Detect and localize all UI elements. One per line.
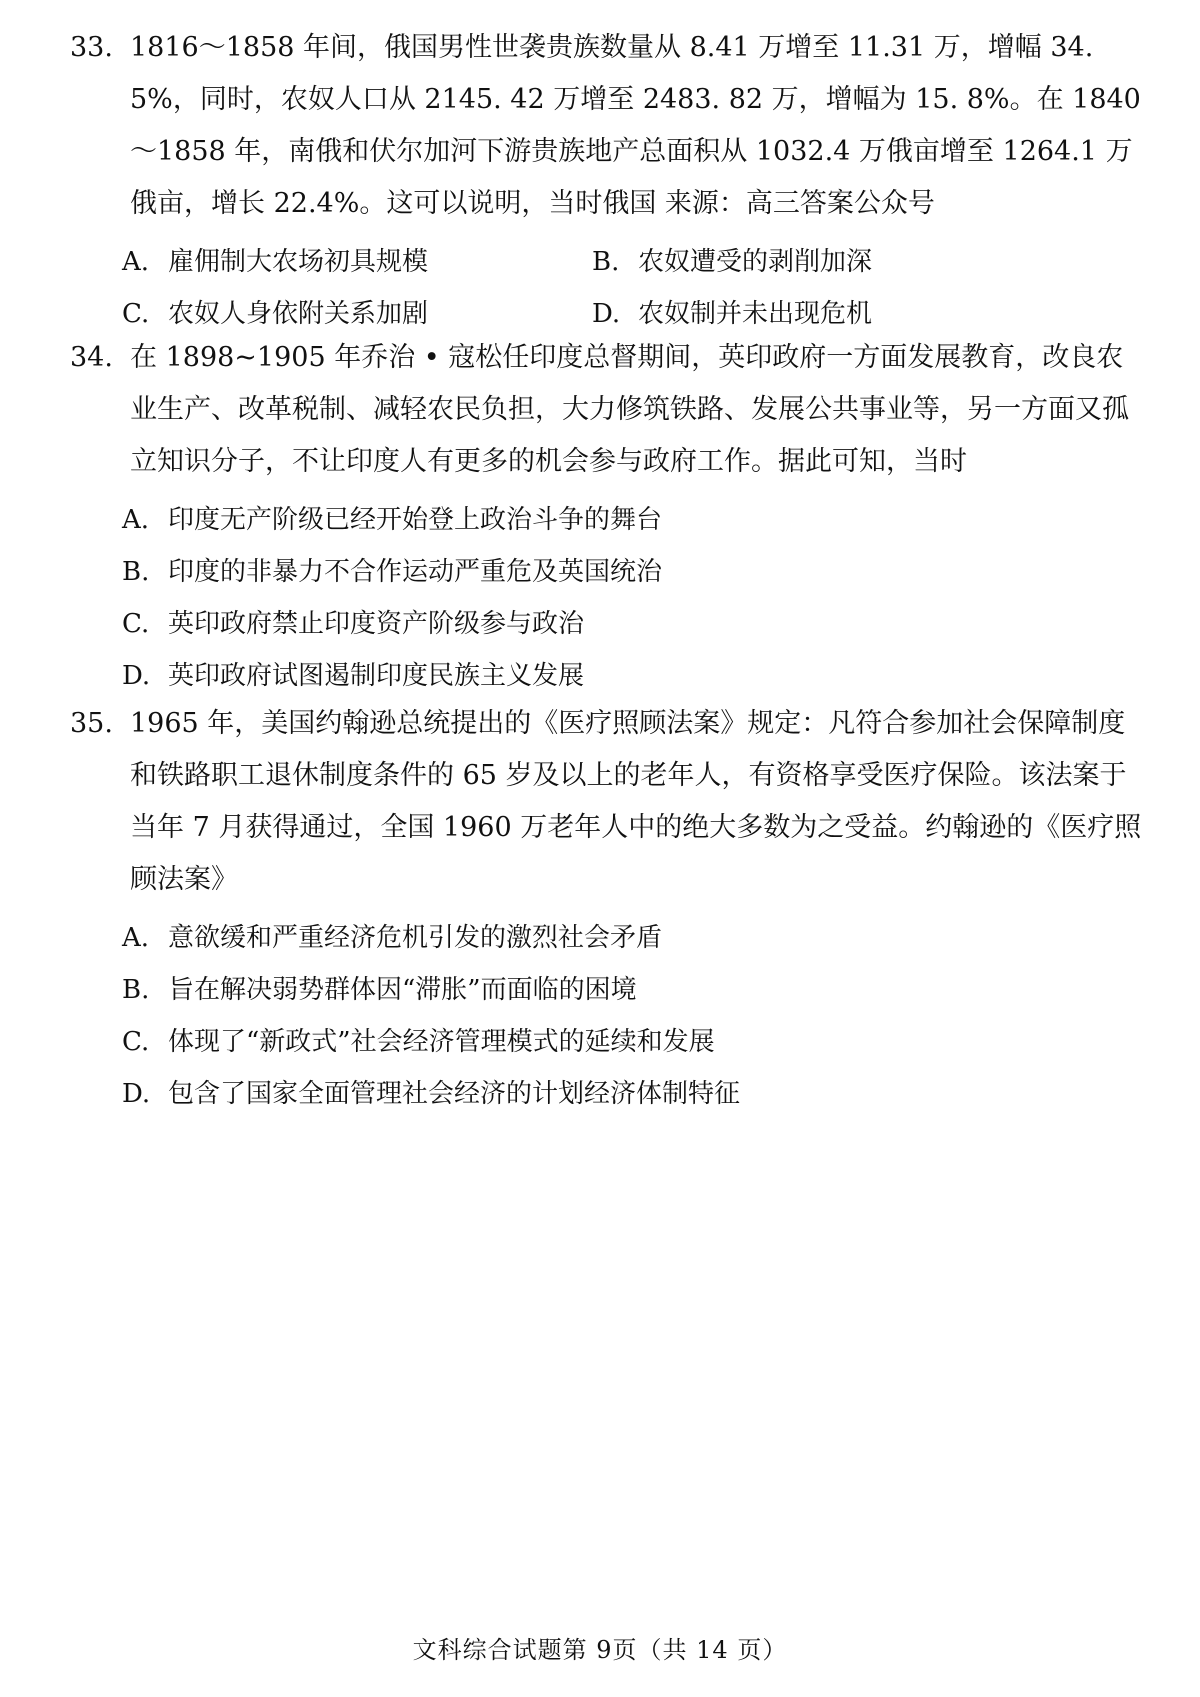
options-list — [70, 912, 1150, 1120]
option-d[interactable]: D. 农奴制并未出现危机 — [592, 299, 873, 329]
question-35 — [70, 698, 1150, 1120]
question-text: 1816～1858 年间，俄国男性世袭贵族数量从 8.41 万增至 11.31 万，增幅 34. 5%，同时，农奴人口从 2145. 42 万增至 2483. 82 万，增幅为 15. 8%。在 1840～1858 年，南俄和伏尔加河下游贵族地产总面积从 1032.4 万俄亩增至 1264.1 万俄亩，增长 22.4%。这可以说明，当时俄国 来源：高三答案公众号 — [130, 32, 1141, 219]
question-33 — [70, 22, 1150, 340]
option-a[interactable]: A. 雇佣制大农场初具规模 — [122, 247, 429, 277]
page-footer: 文科综合试题第 9页（共 14 页） — [412, 1636, 788, 1664]
option-a[interactable]: A. 印度无产阶级已经开始登上政治斗争的舞台 — [122, 505, 663, 535]
option-b[interactable]: B. 印度的非暴力不合作运动严重危及英国统治 — [122, 557, 663, 587]
option-a[interactable]: A. 意欲缓和严重经济危机引发的激烈社会矛盾 — [122, 923, 663, 953]
question-text: 1965 年，美国约翰逊总统提出的《医疗照顾法案》规定：凡符合参加社会保障制度和铁路职工退休制度条件的 65 岁及以上的老年人，有资格享受医疗保险。该法案于当年 7 月获得通过，全国 1960 万老年人中的绝大多数为之受益。约翰逊的《医疗照顾法案》 — [130, 708, 1142, 895]
option-c[interactable]: C. 体现了“新政式”社会经济管理模式的延续和发展 — [122, 1027, 715, 1057]
options-list — [70, 236, 1150, 340]
option-c[interactable]: C. 农奴人身依附关系加剧 — [122, 299, 429, 329]
option-b[interactable]: B. 旨在解决弱势群体因“滞胀”而面临的困境 — [122, 975, 637, 1005]
question-number: 34. — [70, 342, 113, 373]
question-34 — [70, 332, 1150, 702]
option-d[interactable]: D. 英印政府试图遏制印度民族主义发展 — [122, 661, 585, 691]
question-stem — [70, 22, 1150, 230]
option-d[interactable]: D. 包含了国家全面管理社会经济的计划经济体制特征 — [122, 1079, 741, 1109]
question-stem — [70, 332, 1150, 488]
option-b[interactable]: B. 农奴遭受的剥削加深 — [592, 247, 873, 277]
options-list — [70, 494, 1150, 702]
question-number: 35. — [70, 708, 113, 739]
question-text: 在 1898~1905 年乔治 • 寇松任印度总督期间，英印政府一方面发展教育，改良农业生产、改革税制、减轻农民负担，大力修筑铁路、发展公共事业等，另一方面又孤立知识分子，不让印度人有更多的机会参与政府工作。据此可知，当时 — [130, 342, 1129, 477]
question-number: 33. — [70, 32, 113, 63]
question-stem — [70, 698, 1150, 906]
option-c[interactable]: C. 英印政府禁止印度资产阶级参与政治 — [122, 609, 585, 639]
